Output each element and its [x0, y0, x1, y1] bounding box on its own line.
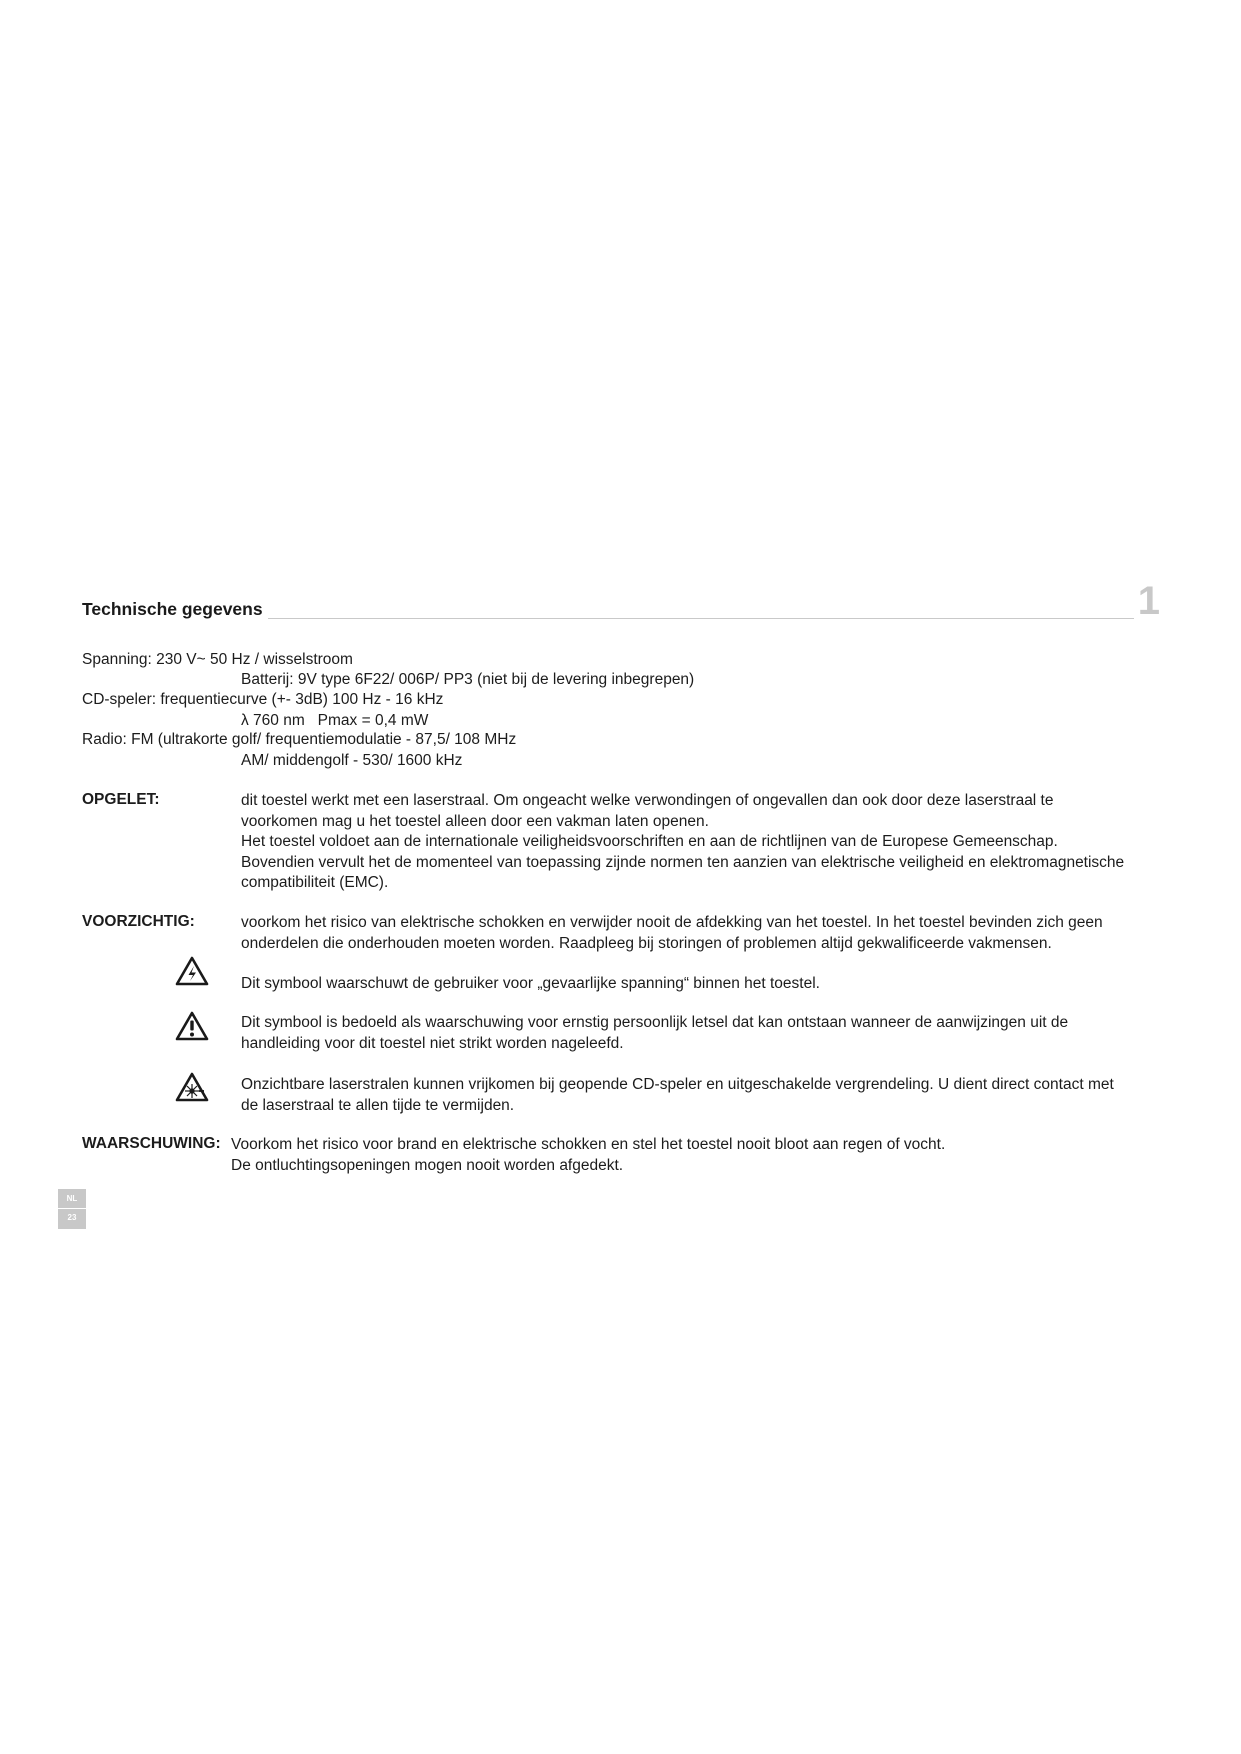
high-voltage-warning-icon: [174, 955, 210, 987]
section-title: Technische gegevens: [82, 599, 263, 619]
section-heading: [82, 581, 1160, 621]
voorzichtig-line: onderdelen die onderhouden moeten worden. Raadpleeg bij storingen of problemen altijd gekwalificeerde vakmensen.: [241, 934, 1052, 952]
caution-symbol-line: handleiding voor dit toestel niet strikt worden nageleefd.: [241, 1034, 624, 1052]
spec-laser: λ 760 nm Pmax = 0,4 mW: [241, 712, 429, 729]
waarschuwing-line: Voorkom het risico voor brand en elektrische schokken en stel het toestel nooit bloot aan regen of vocht.: [231, 1136, 946, 1153]
waarschuwing-line: De ontluchtingsopeningen mogen nooit worden afgedekt.: [231, 1156, 624, 1174]
spec-cd-speler: CD-speler: frequentiecurve (+- 3dB) 100 Hz - 16 kHz: [82, 691, 444, 708]
laser-symbol-text: [241, 1075, 1114, 1116]
laser-warning-icon: [174, 1071, 210, 1103]
language-code: NL: [66, 1194, 78, 1203]
voltage-symbol-line: Dit symbool waarschuwt de gebruiker voor „gevaarlijke spanning“ binnen het toestel.: [241, 975, 820, 992]
opgelet-label: OPGELET:: [82, 791, 160, 808]
page-tab: [58, 1189, 86, 1229]
opgelet-line: dit toestel werkt met een laserstraal. Om ongeacht welke verwondingen of ongevallen dan ook door deze laserstraal te: [241, 792, 1054, 809]
waarschuwing-text: [231, 1135, 945, 1176]
spec-spanning: Spanning: 230 V~ 50 Hz / wisselstroom: [82, 651, 353, 668]
spec-radio-fm: Radio: FM (ultrakorte golf/ frequentiemodulatie - 87,5/ 108 MHz: [82, 731, 517, 748]
laser-symbol-line: Onzichtbare laserstralen kunnen vrijkomen bij geopende CD-speler en uitgeschakelde vergrendeling. U dient direct contact met: [241, 1076, 1114, 1093]
tab-divider: [58, 1208, 86, 1209]
opgelet-text: [241, 791, 1124, 894]
voorzichtig-label: VOORZICHTIG:: [82, 913, 195, 930]
laser-symbol-line: de laserstraal te allen tijde te vermijden.: [241, 1096, 515, 1114]
opgelet-line: compatibiliteit (EMC).: [241, 874, 389, 891]
heading-rule: [268, 618, 1134, 619]
page-number: 23: [67, 1213, 77, 1222]
voorzichtig-text: [241, 913, 1103, 954]
opgelet-line: voorkomen mag u het toestel alleen door een vakman laten openen.: [241, 812, 709, 830]
waarschuwing-label: WAARSCHUWING:: [82, 1135, 221, 1152]
exclamation-warning-icon: [174, 1010, 210, 1042]
spec-radio-am: AM/ middengolf - 530/ 1600 kHz: [241, 752, 463, 769]
spec-batterij: Batterij: 9V type 6F22/ 006P/ PP3 (niet bij de levering inbegrepen): [241, 671, 695, 688]
caution-symbol-line: Dit symbool is bedoeld als waarschuwing voor ernstig persoonlijk letsel dat kan ontstaan wanneer de aanwijzingen uit de: [241, 1014, 1069, 1031]
chapter-number: 1: [1137, 579, 1160, 623]
opgelet-line: Bovendien vervult het de momenteel van toepassing zijnde normen ten aanzien van elektrische veiligheid en elektromagnetische: [241, 853, 1125, 871]
voorzichtig-line: voorkom het risico van elektrische schokken en verwijder nooit de afdekking van het toestel. In het toestel bevinden zich geen: [241, 914, 1103, 931]
caution-symbol-text: [241, 1013, 1068, 1054]
voltage-symbol-text: [241, 974, 820, 995]
opgelet-line: Het toestel voldoet aan de internationale veiligheidsvoorschriften en aan de richtlijnen van de Europese Gemeenschap.: [241, 833, 1058, 850]
